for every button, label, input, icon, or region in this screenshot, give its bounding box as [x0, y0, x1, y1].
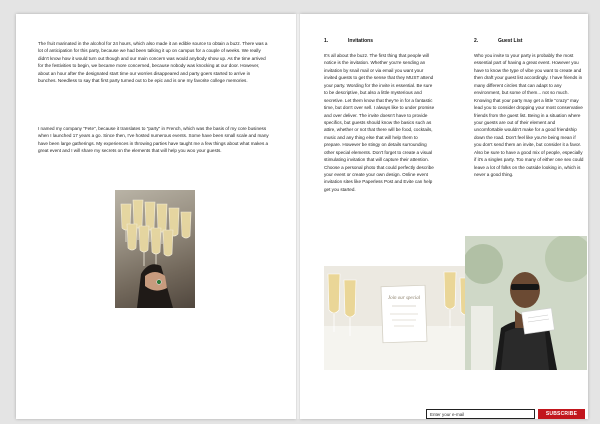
email-field[interactable] [426, 409, 535, 419]
invite-card-text: Join our special [387, 296, 421, 301]
magazine-spine [296, 14, 300, 419]
invitation-table-photo [324, 266, 476, 370]
invitations-number: 1. [324, 38, 329, 44]
guest-list-heading [474, 38, 522, 44]
subscribe-bar [426, 409, 585, 419]
man-reading-invitation-photo [465, 236, 587, 370]
champagne-glasses-photo [115, 190, 195, 308]
guest-list-body: Who you invite to your party is probably the most essential part of having a great event. However you have to know the type of vibe you want to create and then draft your guest list accordingly. I have friends in many different circles that can adapt to any environment, but some of them... not so much. Knowing that your party may get a little "crazy" may lead you to consider dropping your most conservative friends from the guest list. Being in a situation where your guests are out of their element and uncomfortable wouldn't make for a good friendship down the road. Don't feel like you're being mean if you don't send them an invite, but consider it a favor. Also be sure to have a good mix of people, especially if it's a singles party. Too many of either one sex could leave a lot of folks on the outside looking in, which is never a good thing. [474, 53, 584, 177]
invitations-heading [324, 38, 373, 44]
left-paragraph-2: I named my company "Fete", because it translates to "party" in French, which was the basis of my core business when I launched 17 years a go. Since then, I've hosted numerous events. Some have been small scale and many have been large gatherings. My experiences in throwing parties have taught me a few things about what makes a great event and I will share my secrets on the elements that will help you woo your guests. [38, 126, 269, 154]
subscribe-button[interactable]: SUBSCRIBE [538, 409, 585, 419]
invitations-title: Invitations [348, 38, 374, 44]
left-paragraph-1: The fruit marinated in the alcohol for 24 hours, which also made it an edible source to obtain a buzz. There was a lot of anticipation for this party, because we had been talking it up on campus for a couple of weeks. We really didn't know how it would turn out though and our main concern was would anybody show up. As the time arrived for the festivities to begin, we became more concerned, because nobody was knocking at our door. However, about an hour after the designated start time our worries disappeared and party goers started to arrive in bunches. Needless to say that first party turned out to be epic and is one my favorite college memories. [38, 41, 268, 84]
guest-list-title: Guest List [498, 38, 523, 44]
guest-list-number: 2. [474, 38, 479, 44]
invitations-body: It's all about the buzz. The first thing that people will notice is the invitation. Whether you're sending an invitation by snail mail or via email you want your invited guests to get the sense that they MUST attend your party. Wording for the invite is essential. Be sure to be descriptive, but also a little mysterious and secretive. Let them know that they're in for a fantastic time, but don't over sell. I always like to under promise and over deliver. The invite doesn't have to provide specifics, but guests should know the basics such as attire, whether or not that there will be food, cocktails, music and any thing else that will help them to prepare. However be stingy on details surrounding other special elements. Don't forget to create a visual stimulating invitation that will capture their attention. Choose a personal photo that could perfectly describe your event or create your own design. Online event invitation sites like Paperless Post and Evite can help get you started. [324, 53, 435, 192]
